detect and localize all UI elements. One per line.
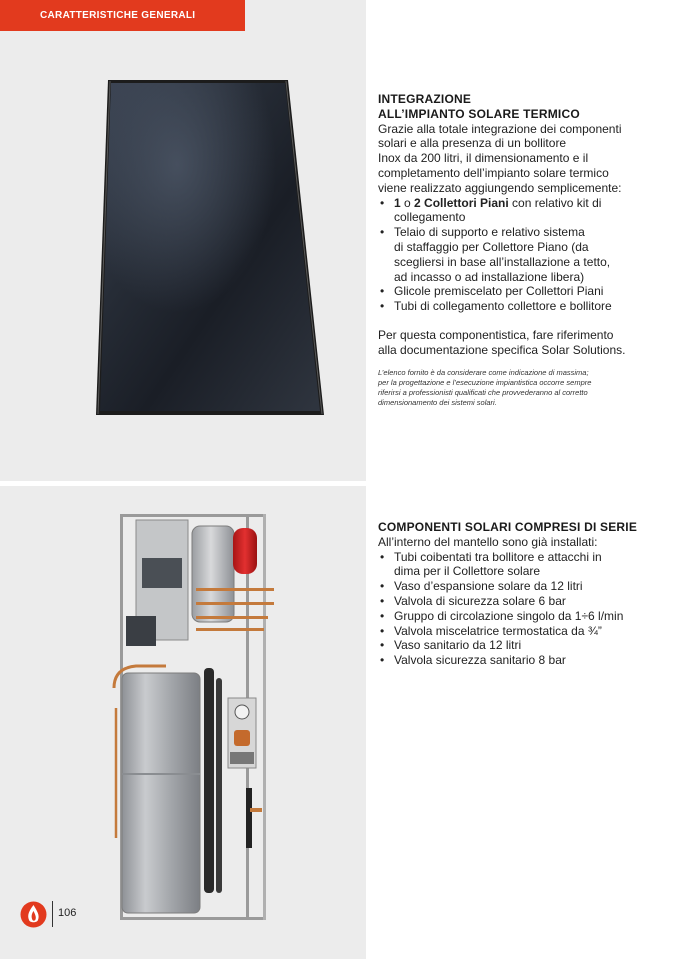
list-item: • Valvola sicurezza sanitario 8 bar bbox=[378, 653, 668, 668]
reference-line: Per questa componentistica, fare riferimento bbox=[378, 327, 614, 342]
solar-integration-section bbox=[378, 92, 668, 408]
section-header-tab bbox=[0, 0, 245, 31]
list-item: • Valvola di sicurezza solare 6 bar bbox=[378, 594, 668, 609]
collector-count-1: 1 bbox=[394, 195, 401, 210]
item-line: dima per il Collettore solare bbox=[394, 564, 541, 579]
reference-line: alla documentazione specifica Solar Solutions. bbox=[378, 342, 626, 357]
intro-line: Inox da 200 litri, il dimensionamento e il bbox=[378, 151, 589, 166]
section-heading-line-2: ALL’IMPIANTO SOLARE TERMICO bbox=[378, 106, 580, 121]
list-item: • Tubi di collegamento collettore e bollitore bbox=[378, 299, 668, 314]
solar-collector-image bbox=[96, 78, 326, 418]
intro-paragraph bbox=[378, 122, 668, 196]
item-line: • Tubi coibentati tra bollitore e attacchi in bbox=[394, 549, 602, 564]
conjunction: o bbox=[400, 195, 415, 210]
footer-divider bbox=[52, 901, 53, 927]
list-item: • Gruppo di circolazione singolo da 1÷6 l/min bbox=[378, 609, 668, 624]
boiler-unit-image bbox=[96, 508, 296, 928]
item-text: con relativo kit di bbox=[508, 195, 602, 210]
list-item bbox=[378, 196, 668, 226]
item-line: di staffaggio per Collettore Piano (da bbox=[394, 239, 589, 254]
page-number: 106 bbox=[58, 907, 77, 919]
note-line: per la progettazione e l’esecuzione impiantistica occorre sempre bbox=[378, 377, 592, 387]
list-item bbox=[378, 550, 668, 580]
list-item: • Valvola miscelatrice termostatica da ¾” bbox=[378, 624, 668, 639]
list-item: • Vaso sanitario da 12 litri bbox=[378, 638, 668, 653]
section-heading-line-1: INTEGRAZIONE bbox=[378, 92, 472, 106]
item-line: ad incasso o ad installazione libera) bbox=[394, 269, 585, 284]
note-line: L’elenco fornito è da considerare come indicazione di massima; bbox=[378, 367, 589, 377]
intro-line: solari e alla presenza di un bollitore bbox=[378, 136, 567, 151]
disclaimer-note bbox=[378, 368, 668, 408]
list-item: • Vaso d’espansione solare da 12 litri bbox=[378, 579, 668, 594]
flame-logo-icon bbox=[20, 901, 47, 928]
note-line: riferirsi a professionisti qualificati che provvederanno al corretto bbox=[378, 387, 588, 397]
section-heading: COMPONENTI SOLARI COMPRESI DI SERIE bbox=[378, 520, 638, 534]
intro-line: Grazie alla totale integrazione dei componenti bbox=[378, 121, 622, 136]
reference-paragraph bbox=[378, 328, 668, 358]
list-item: • Glicole premiscelato per Collettori Piani bbox=[378, 284, 668, 299]
list-item bbox=[378, 225, 668, 284]
intro-line: viene realizzato aggiungendo semplicemente: bbox=[378, 180, 622, 195]
note-line: dimensionamento dei sistemi solari. bbox=[378, 397, 497, 407]
included-components-list bbox=[378, 550, 668, 668]
intro-line: completamento dell’impianto solare termico bbox=[378, 165, 609, 180]
included-solar-components-section bbox=[378, 520, 668, 668]
item-line: • Telaio di supporto e relativo sistema bbox=[394, 225, 585, 240]
intro-line: All’interno del mantello sono già installati: bbox=[378, 534, 598, 549]
optional-components-list bbox=[378, 196, 668, 314]
item-text: collegamento bbox=[394, 210, 466, 225]
collector-label: 2 Collettori Piani bbox=[414, 195, 509, 210]
item-line: scegliersi in base all’installazione a tetto, bbox=[394, 254, 611, 269]
section-title: CARATTERISTICHE GENERALI bbox=[40, 10, 196, 21]
section-divider bbox=[0, 481, 678, 486]
